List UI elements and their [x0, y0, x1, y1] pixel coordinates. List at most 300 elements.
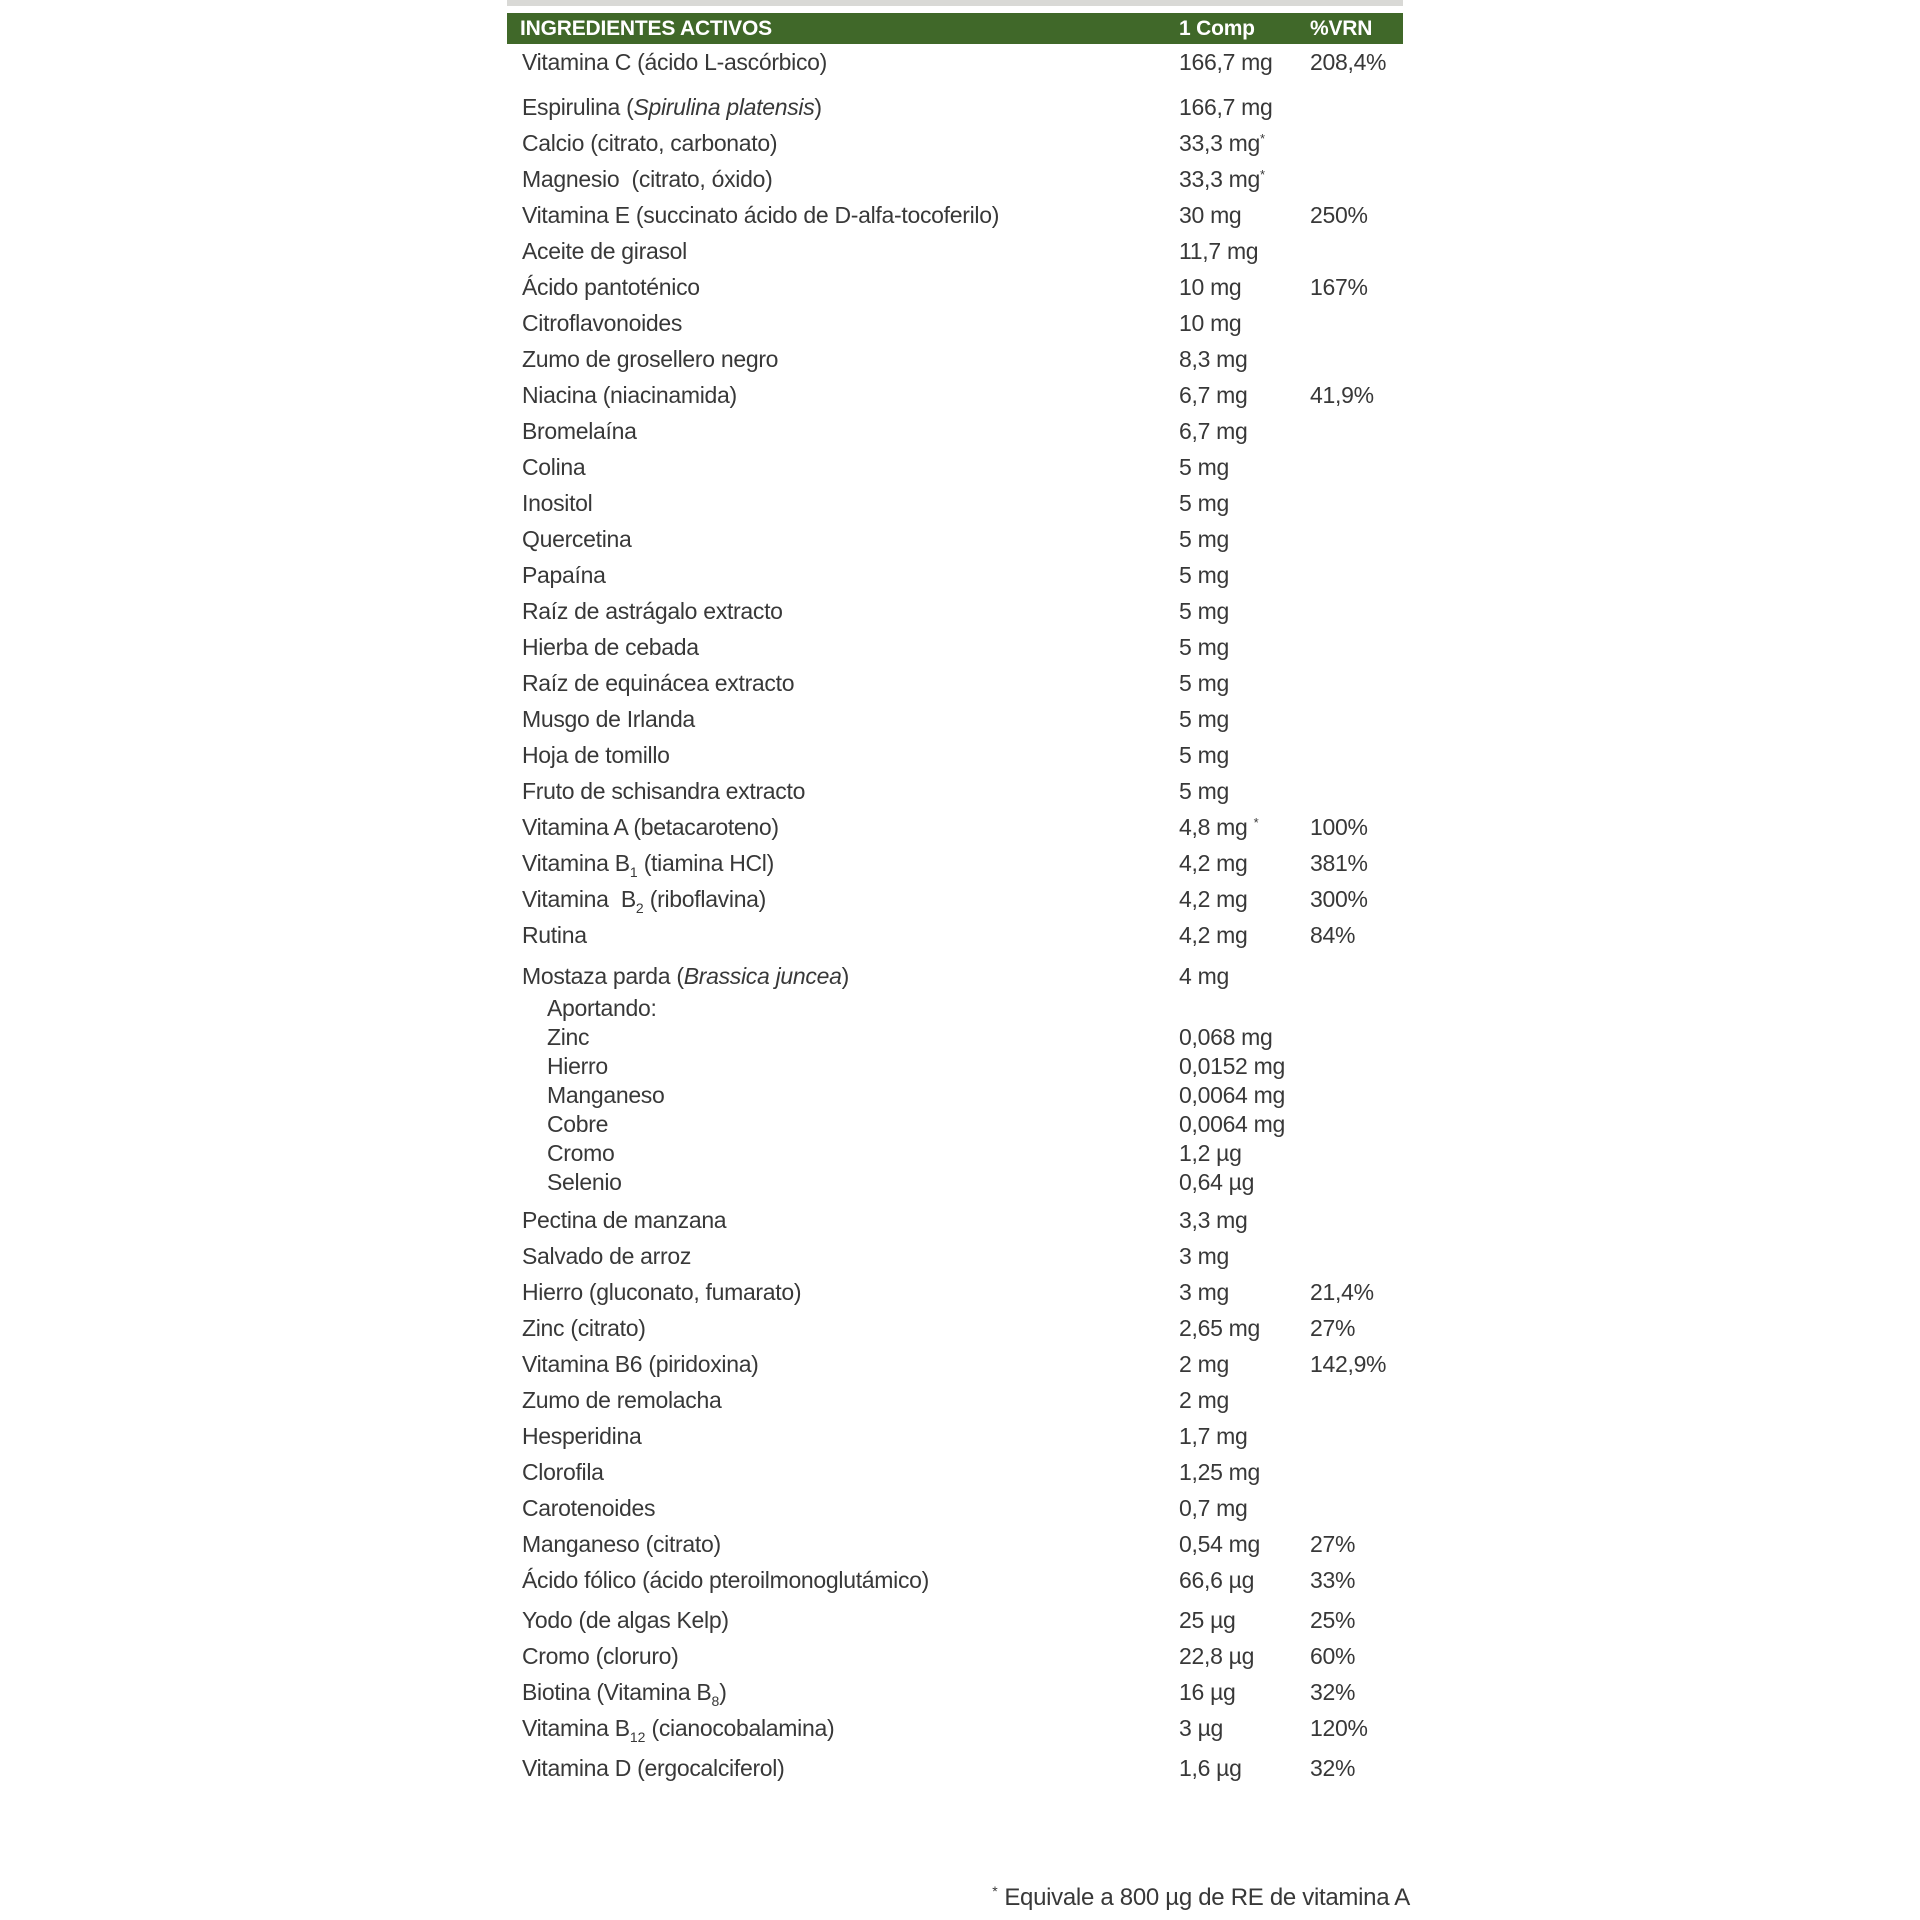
ingredient-name: Cromo: [547, 1140, 615, 1166]
ingredient-name: Raíz de equinácea extracto: [522, 670, 795, 696]
ingredient-vrn: [1310, 1052, 1403, 1081]
table-row: [522, 413, 1403, 449]
ingredient-name: Hoja de tomillo: [522, 742, 670, 768]
ingredient-vrn: [1310, 1023, 1403, 1052]
ingredients-table: [507, 13, 1403, 1786]
ingredient-amount-cell: [1179, 269, 1310, 305]
table-row: [522, 845, 1403, 881]
ingredient-name-cell: [522, 1750, 1179, 1786]
ingredient-name-cell: [522, 593, 1179, 629]
ingredient-name: Bromelaína: [522, 418, 637, 444]
ingredient-name-cell: [522, 1052, 1179, 1081]
ingredient-name-cell: [522, 161, 1179, 197]
ingredient-amount: 11,7 mg: [1179, 238, 1259, 264]
ingredient-amount-cell: [1179, 1052, 1310, 1081]
ingredient-name: Biotina (Vitamina B: [522, 1679, 712, 1705]
ingredient-amount: 4,2 mg: [1179, 886, 1248, 912]
ingredient-name: Pectina de manzana: [522, 1207, 727, 1233]
ingredient-name-cell: [522, 485, 1179, 521]
footnote-asterisk-marker: *: [992, 1883, 998, 1899]
ingredient-amount-cell: [1179, 737, 1310, 773]
ingredient-name-cell: [522, 809, 1179, 845]
ingredient-name-cell: [522, 125, 1179, 161]
ingredient-amount-cell: [1179, 1454, 1310, 1490]
ingredient-vrn: 60%: [1310, 1643, 1356, 1669]
ingredient-name-cell: [522, 1346, 1179, 1382]
ingredient-name-cell: [522, 557, 1179, 593]
ingredient-name-cell: [522, 701, 1179, 737]
table-row: [522, 1382, 1403, 1418]
ingredient-vrn: 32%: [1310, 1679, 1356, 1705]
table-row: [522, 341, 1403, 377]
ingredient-vrn: [1310, 1418, 1403, 1454]
table-row: [522, 1750, 1403, 1786]
table-body: [507, 44, 1403, 1786]
ingredient-name: Manganeso: [547, 1082, 665, 1108]
ingredient-name-cell: [522, 1418, 1179, 1454]
ingredient-name: Zinc: [547, 1024, 590, 1050]
ingredient-amount: 33,3 mg: [1179, 130, 1261, 156]
ingredient-vrn: [1310, 1110, 1403, 1139]
ingredient-amount: 30 mg: [1179, 202, 1242, 228]
ingredient-amount-cell: [1179, 1750, 1310, 1786]
ingredient-amount-cell: [1179, 629, 1310, 665]
ingredient-name: Aceite de girasol: [522, 238, 687, 264]
ingredient-amount-cell: [1179, 233, 1310, 269]
ingredient-amount-cell: [1179, 1490, 1310, 1526]
header-ingredients-label: INGREDIENTES ACTIVOS: [520, 17, 772, 40]
table-row: [522, 1710, 1403, 1746]
ingredient-amount: 25 µg: [1179, 1607, 1236, 1633]
table-row: [522, 377, 1403, 413]
ingredient-vrn: [1310, 1382, 1403, 1418]
table-row: [522, 1418, 1403, 1454]
ingredient-amount-cell: [1179, 1274, 1310, 1310]
ingredient-name-cell: [522, 1238, 1179, 1274]
ingredient-name-cell: [522, 773, 1179, 809]
table-row: [522, 1454, 1403, 1490]
ingredient-amount: 22,8 µg: [1179, 1643, 1255, 1669]
ingredient-name-cell: [522, 1081, 1179, 1110]
ingredient-name: Ácido fólico (ácido pteroilmonoglutámico): [522, 1567, 930, 1593]
ingredient-amount: 0,7 mg: [1179, 1495, 1248, 1521]
ingredient-vrn: 100%: [1310, 814, 1368, 840]
ingredient-vrn: [1310, 665, 1403, 701]
ingredient-amount-cell: [1179, 413, 1310, 449]
ingredient-vrn: [1310, 1168, 1403, 1197]
ingredient-amount: 4,2 mg: [1179, 850, 1248, 876]
ingredient-name: Calcio (citrato, carbonato): [522, 130, 778, 156]
ingredient-vrn: [1310, 233, 1403, 269]
table-row: [522, 44, 1403, 80]
ingredient-vrn: [1310, 161, 1403, 197]
table-row: [522, 557, 1403, 593]
ingredient-amount: 5 mg: [1179, 670, 1229, 696]
ingredient-name-cell: [522, 305, 1179, 341]
ingredient-amount: 5 mg: [1179, 778, 1229, 804]
ingredient-amount-cell: [1179, 197, 1310, 233]
ingredient-amount: 3 mg: [1179, 1243, 1229, 1269]
ingredient-vrn: [1310, 1454, 1403, 1490]
ingredient-vrn: 120%: [1310, 1715, 1368, 1741]
ingredient-vrn: [1310, 994, 1403, 1023]
ingredient-name-cell: [522, 269, 1179, 305]
ingredient-amount-cell: [1179, 1139, 1310, 1168]
ingredient-name-cell: [522, 958, 1179, 994]
ingredient-name-suffix: (tiamina HCl): [637, 850, 774, 876]
ingredient-name-cell: [522, 1168, 1179, 1197]
amount-footnote-marker: *: [1260, 167, 1266, 182]
ingredient-amount-cell: [1179, 1526, 1310, 1562]
table-row: [522, 1674, 1403, 1710]
table-row: [522, 521, 1403, 557]
ingredient-amount-cell: [1179, 161, 1310, 197]
ingredient-name: Selenio: [547, 1169, 622, 1195]
ingredient-name: Vitamina B: [522, 850, 630, 876]
ingredient-name-cell: [522, 89, 1179, 125]
ingredient-amount-cell: [1179, 449, 1310, 485]
ingredient-name: Hierro (gluconato, fumarato): [522, 1279, 802, 1305]
table-row: [522, 1346, 1403, 1382]
table-row: [522, 1562, 1403, 1598]
ingredient-amount: 166,7 mg: [1179, 49, 1273, 75]
footnote-text: Equivale a 800 µg de RE de vitamina A: [1004, 1884, 1410, 1911]
ingredient-amount: 1,25 mg: [1179, 1459, 1261, 1485]
table-row: [522, 1526, 1403, 1562]
table-row: [522, 1168, 1403, 1197]
ingredient-name: Inositol: [522, 490, 593, 516]
ingredient-name-cell: [522, 1139, 1179, 1168]
ingredient-name: Vitamina A (betacaroteno): [522, 814, 779, 840]
ingredient-amount: 33,3 mg: [1179, 166, 1261, 192]
table-row: [522, 701, 1403, 737]
ingredient-amount-cell: [1179, 1110, 1310, 1139]
ingredient-name-cell: [522, 1638, 1179, 1674]
ingredient-name: Cobre: [547, 1111, 609, 1137]
ingredient-vrn: 142,9%: [1310, 1351, 1387, 1377]
ingredient-amount: 66,6 µg: [1179, 1567, 1255, 1593]
ingredient-amount: 5 mg: [1179, 598, 1229, 624]
ingredient-name: Musgo de Irlanda: [522, 706, 695, 732]
table-row: [522, 629, 1403, 665]
table-row: [522, 1110, 1403, 1139]
ingredient-amount: 3,3 mg: [1179, 1207, 1248, 1233]
ingredient-name: Vitamina B: [522, 886, 636, 912]
ingredient-name: Niacina (niacinamida): [522, 382, 737, 408]
ingredient-vrn: 33%: [1310, 1567, 1356, 1593]
ingredient-vrn: 41,9%: [1310, 382, 1374, 408]
ingredient-amount-cell: [1179, 1023, 1310, 1052]
ingredient-vrn: [1310, 958, 1403, 994]
ingredient-amount-cell: [1179, 994, 1310, 1023]
ingredient-amount-cell: [1179, 377, 1310, 413]
ingredient-vrn: 84%: [1310, 922, 1356, 948]
ingredient-vrn: [1310, 341, 1403, 377]
ingredient-name-suffix: (riboflavina): [643, 886, 767, 912]
ingredient-name: Zinc (citrato): [522, 1315, 646, 1341]
table-row: [522, 161, 1403, 197]
ingredient-amount: 5 mg: [1179, 490, 1229, 516]
ingredient-vrn: [1310, 773, 1403, 809]
table-row: [522, 1602, 1403, 1638]
ingredient-vrn: [1310, 485, 1403, 521]
ingredient-name-suffix: (cianocobalamina): [645, 1715, 835, 1741]
ingredient-vrn: [1310, 629, 1403, 665]
table-row: [522, 881, 1403, 917]
ingredient-name-cell: [522, 629, 1179, 665]
ingredient-name-suffix: ): [841, 963, 849, 989]
ingredient-name: Zumo de remolacha: [522, 1387, 722, 1413]
ingredient-amount-cell: [1179, 557, 1310, 593]
ingredient-name-cell: [522, 1274, 1179, 1310]
ingredient-amount: 16 µg: [1179, 1679, 1236, 1705]
ingredient-vrn: [1310, 521, 1403, 557]
ingredient-name: Quercetina: [522, 526, 632, 552]
ingredient-name-cell: [522, 737, 1179, 773]
table-row: [522, 1023, 1403, 1052]
ingredient-amount: 4 mg: [1179, 963, 1229, 989]
ingredient-amount: 4,2 mg: [1179, 922, 1248, 948]
header-amount-label: 1 Comp: [1179, 17, 1255, 40]
ingredient-name: Manganeso (citrato): [522, 1531, 721, 1557]
table-row: [522, 1490, 1403, 1526]
ingredient-name: Espirulina (: [522, 94, 634, 120]
ingredient-name: Raíz de astrágalo extracto: [522, 598, 783, 624]
ingredient-name: Citroflavonoides: [522, 310, 683, 336]
ingredient-name: Zumo de grosellero negro: [522, 346, 779, 372]
table-row: [522, 1202, 1403, 1238]
ingredient-vrn: [1310, 413, 1403, 449]
ingredient-name: Cromo (cloruro): [522, 1643, 679, 1669]
ingredient-name: Vitamina B6 (piridoxina): [522, 1351, 759, 1377]
ingredient-name-cell: [522, 1310, 1179, 1346]
ingredient-amount: 6,7 mg: [1179, 382, 1248, 408]
ingredient-name-cell: [522, 1526, 1179, 1562]
ingredient-name-cell: [522, 1110, 1179, 1139]
ingredient-vrn: 27%: [1310, 1531, 1356, 1557]
ingredient-amount-cell: [1179, 1674, 1310, 1710]
ingredient-amount-cell: [1179, 1238, 1310, 1274]
ingredient-name-cell: [522, 233, 1179, 269]
ingredient-name-suffix: ): [814, 94, 822, 120]
table-row: [522, 269, 1403, 305]
ingredient-vrn: [1310, 737, 1403, 773]
ingredient-vrn: [1310, 701, 1403, 737]
ingredient-name-cell: [522, 1023, 1179, 1052]
ingredient-amount-cell: [1179, 809, 1310, 845]
ingredient-name-cell: [522, 449, 1179, 485]
ingredient-amount: 5 mg: [1179, 562, 1229, 588]
ingredient-vrn: [1310, 1202, 1403, 1238]
ingredient-amount-cell: [1179, 89, 1310, 125]
ingredient-name-cell: [522, 1490, 1179, 1526]
ingredient-vrn: [1310, 1490, 1403, 1526]
table-row: [522, 125, 1403, 161]
ingredient-name: Colina: [522, 454, 586, 480]
ingredient-amount-cell: [1179, 125, 1310, 161]
species-name: Spirulina platensis: [633, 94, 815, 120]
table-row: [522, 1238, 1403, 1274]
ingredient-amount: 0,068 mg: [1179, 1024, 1273, 1050]
ingredient-name: Carotenoides: [522, 1495, 656, 1521]
ingredient-name: Fruto de schisandra extracto: [522, 778, 806, 804]
table-row: [522, 917, 1403, 953]
ingredient-subscript: 12: [629, 1729, 646, 1745]
ingredient-vrn: 208,4%: [1310, 49, 1387, 75]
table-row: [522, 958, 1403, 994]
ingredient-name-cell: [522, 341, 1179, 377]
ingredient-name-cell: [522, 1710, 1179, 1746]
ingredient-vrn: 167%: [1310, 274, 1368, 300]
table-row: [522, 485, 1403, 521]
ingredient-name-cell: [522, 665, 1179, 701]
ingredient-amount-cell: [1179, 958, 1310, 994]
ingredient-amount: 5 mg: [1179, 706, 1229, 732]
ingredient-name-cell: [522, 1454, 1179, 1490]
ingredient-amount-cell: [1179, 305, 1310, 341]
ingredient-vrn: [1310, 1238, 1403, 1274]
table-row: [522, 593, 1403, 629]
ingredient-amount-cell: [1179, 341, 1310, 377]
ingredient-name-cell: [522, 881, 1179, 917]
ingredient-name: Hierro: [547, 1053, 608, 1079]
ingredient-name-cell: [522, 44, 1179, 80]
ingredient-amount: 0,0064 mg: [1179, 1082, 1285, 1108]
ingredient-name: Papaína: [522, 562, 606, 588]
ingredient-vrn: 21,4%: [1310, 1279, 1374, 1305]
table-row: [522, 1638, 1403, 1674]
ingredient-name: Yodo (de algas Kelp): [522, 1607, 729, 1633]
ingredient-vrn: [1310, 125, 1403, 161]
ingredient-vrn: 250%: [1310, 202, 1368, 228]
table-row: [522, 449, 1403, 485]
table-header: [507, 13, 1403, 44]
ingredient-name: Clorofila: [522, 1459, 604, 1485]
ingredient-vrn: [1310, 557, 1403, 593]
ingredient-amount-cell: [1179, 1418, 1310, 1454]
ingredient-amount-cell: [1179, 1202, 1310, 1238]
ingredient-amount-cell: [1179, 1346, 1310, 1382]
ingredient-name: Mostaza parda (: [522, 963, 684, 989]
ingredient-amount: 166,7 mg: [1179, 94, 1273, 120]
ingredient-vrn: 300%: [1310, 886, 1368, 912]
table-row: [522, 1274, 1403, 1310]
ingredient-amount-cell: [1179, 773, 1310, 809]
table-row: [522, 665, 1403, 701]
ingredient-name: Rutina: [522, 922, 587, 948]
ingredient-amount-cell: [1179, 1382, 1310, 1418]
ingredient-amount: 1,7 mg: [1179, 1423, 1248, 1449]
ingredient-subscript: 1: [629, 864, 638, 880]
table-row: [522, 737, 1403, 773]
table-row: [522, 994, 1403, 1023]
ingredient-amount: 2 mg: [1179, 1387, 1229, 1413]
ingredient-amount: 8,3 mg: [1179, 346, 1248, 372]
ingredient-amount-cell: [1179, 881, 1310, 917]
ingredient-vrn: 381%: [1310, 850, 1368, 876]
table-row: [522, 1081, 1403, 1110]
species-name: Brassica juncea: [683, 963, 842, 989]
ingredient-amount: 6,7 mg: [1179, 418, 1248, 444]
ingredient-amount-cell: [1179, 1310, 1310, 1346]
ingredient-amount: 0,0152 mg: [1179, 1053, 1285, 1079]
ingredient-vrn: [1310, 593, 1403, 629]
ingredient-name: Vitamina B: [522, 1715, 630, 1741]
ingredient-name: Magnesio (citrato, óxido): [522, 166, 773, 192]
ingredient-name-cell: [522, 845, 1179, 881]
ingredient-amount: 1,6 µg: [1179, 1755, 1242, 1781]
table-row: [522, 773, 1403, 809]
ingredient-name: Vitamina D (ergocalciferol): [522, 1755, 785, 1781]
ingredient-amount: 0,64 µg: [1179, 1169, 1255, 1195]
ingredient-amount-cell: [1179, 1602, 1310, 1638]
table-row: [522, 1139, 1403, 1168]
ingredient-amount: 10 mg: [1179, 274, 1242, 300]
ingredient-name-cell: [522, 197, 1179, 233]
ingredient-name-cell: [522, 1602, 1179, 1638]
ingredient-amount-cell: [1179, 1081, 1310, 1110]
ingredient-amount: 3 mg: [1179, 1279, 1229, 1305]
ingredient-name: Salvado de arroz: [522, 1243, 692, 1269]
ingredient-vrn: [1310, 1081, 1403, 1110]
ingredient-amount: 0,0064 mg: [1179, 1111, 1285, 1137]
ingredient-name-suffix: ): [719, 1679, 727, 1705]
table-row: [522, 1310, 1403, 1346]
ingredient-amount-cell: [1179, 1168, 1310, 1197]
ingredient-amount: 4,8 mg: [1179, 814, 1254, 840]
table-row: [522, 233, 1403, 269]
ingredient-name-cell: [522, 521, 1179, 557]
ingredient-vrn: [1310, 305, 1403, 341]
ingredient-amount: 2 mg: [1179, 1351, 1229, 1377]
label-top-edge: [507, 0, 1403, 6]
ingredient-amount-cell: [1179, 665, 1310, 701]
ingredient-vrn: 25%: [1310, 1607, 1356, 1633]
ingredient-amount-cell: [1179, 1562, 1310, 1598]
ingredient-name-cell: [522, 1382, 1179, 1418]
ingredient-amount-cell: [1179, 701, 1310, 737]
ingredient-name: Hesperidina: [522, 1423, 642, 1449]
ingredient-name-cell: [522, 1202, 1179, 1238]
ingredient-name: Vitamina C (ácido L-ascórbico): [522, 49, 828, 75]
ingredient-name-cell: [522, 1562, 1179, 1598]
amount-footnote-marker: *: [1253, 815, 1259, 830]
ingredient-name-cell: [522, 377, 1179, 413]
ingredient-name-cell: [522, 917, 1179, 953]
ingredient-amount-cell: [1179, 917, 1310, 953]
table-row: [522, 197, 1403, 233]
ingredient-amount-cell: [1179, 593, 1310, 629]
ingredient-amount: 1,2 µg: [1179, 1140, 1242, 1166]
ingredient-vrn: 32%: [1310, 1755, 1356, 1781]
ingredient-amount: 3 µg: [1179, 1715, 1224, 1741]
ingredient-vrn: 27%: [1310, 1315, 1356, 1341]
ingredient-amount: 5 mg: [1179, 634, 1229, 660]
ingredient-name-cell: [522, 413, 1179, 449]
ingredient-amount-cell: [1179, 485, 1310, 521]
ingredient-amount-cell: [1179, 1638, 1310, 1674]
ingredient-vrn: [1310, 89, 1403, 125]
table-row: [522, 809, 1403, 845]
ingredient-amount: 0,54 mg: [1179, 1531, 1261, 1557]
amount-footnote-marker: *: [1260, 131, 1266, 146]
ingredient-amount: 10 mg: [1179, 310, 1242, 336]
table-row: [522, 89, 1403, 125]
table-row: [522, 305, 1403, 341]
ingredient-amount: 5 mg: [1179, 526, 1229, 552]
ingredient-name: Aportando:: [547, 995, 657, 1021]
header-vrn-label: %VRN: [1310, 17, 1373, 40]
